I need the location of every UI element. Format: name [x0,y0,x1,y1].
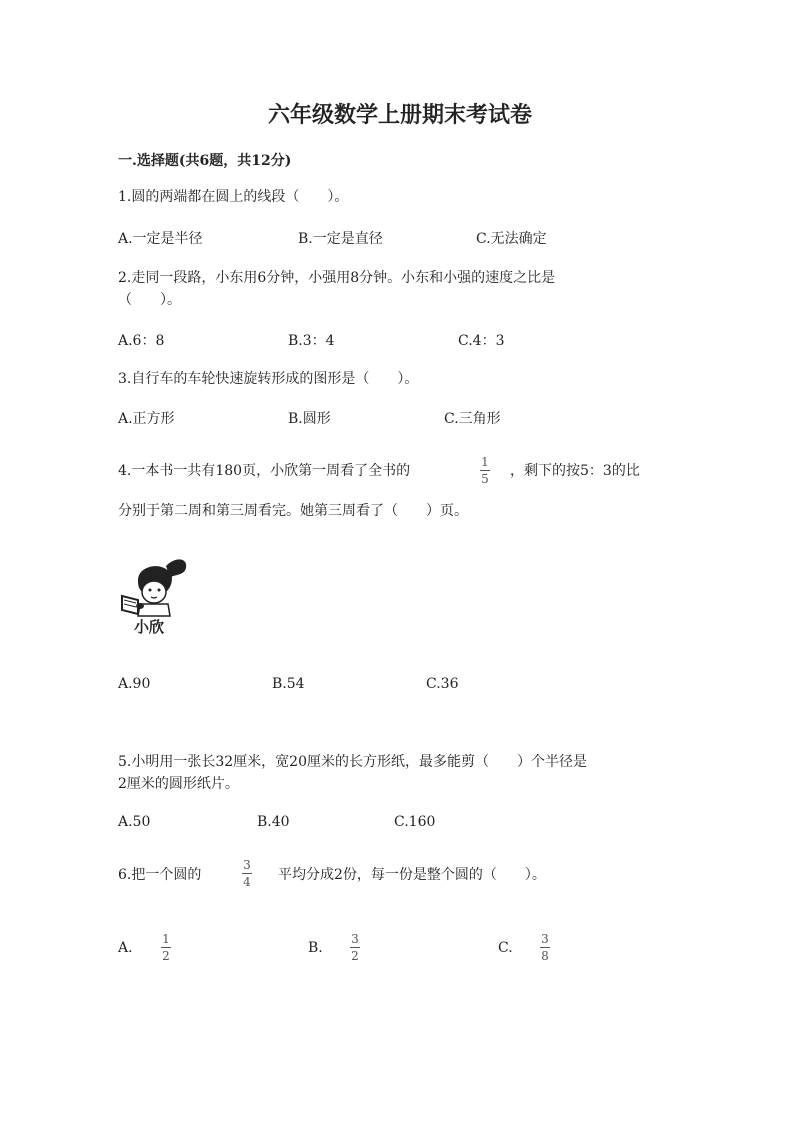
fraction-numerator: 3 [351,932,359,946]
q6-option-b-fraction[interactable] [350,932,360,963]
q1-option-b[interactable]: B.一定是直径 [298,231,383,247]
question-1: 1.圆的两端都在圆上的线段（ ）。 [118,189,349,205]
q5-option-a[interactable]: A.50 [118,814,151,830]
q2-option-b[interactable]: B.3：4 [288,333,335,349]
fraction-bar [161,947,171,948]
fraction-denominator: 2 [162,949,170,963]
question-4-post: ，剩下的按5：3的比 [510,463,640,479]
q1-option-a[interactable]: A.一定是半径 [118,231,203,247]
question-6-post: 平均分成2份，每一份是整个圆的（ ）。 [278,867,546,883]
q6-option-a-fraction[interactable] [161,932,171,963]
q3-option-a[interactable]: A.正方形 [118,411,175,427]
fraction-denominator: 8 [541,949,549,963]
question-5-line-1: 5.小明用一张长32厘米，宽20厘米的长方形纸，最多能剪（ ）个半径是 [118,754,587,770]
q4-option-b[interactable]: B.54 [272,676,305,692]
illustration-label: 小欣 [134,618,165,636]
fraction-bar [540,947,550,948]
fraction-numerator: 3 [541,932,549,946]
q1-option-c[interactable]: C.无法确定 [476,231,547,247]
fraction-denominator: 5 [481,472,489,486]
q6-option-a[interactable]: A. [118,940,133,956]
page-title: 六年级数学上册期末考试卷 [267,102,532,128]
question-4-pre: 4.一本书一共有180页，小欣第一周看了全书的 [118,463,411,479]
question-6-fraction [242,858,252,889]
fraction-numerator: 3 [243,858,251,872]
question-5-line-2: 2厘米的圆形纸片。 [118,776,239,792]
q2-option-a[interactable]: A.6：8 [118,333,165,349]
fraction-bar [480,470,490,471]
girl-reading-illustration [116,552,192,638]
q6-option-b[interactable]: B. [308,940,323,956]
q3-option-b[interactable]: B.圆形 [288,411,331,427]
q2-option-c[interactable]: C.4：3 [458,333,505,349]
q4-option-c[interactable]: C.36 [426,676,459,692]
fraction-numerator: 1 [481,455,489,469]
q5-option-b[interactable]: B.40 [257,814,290,830]
question-4-fraction [480,455,490,486]
q3-option-c[interactable]: C.三角形 [444,411,501,427]
q5-option-c[interactable]: C.160 [394,814,436,830]
q6-option-c[interactable]: C. [498,940,513,956]
fraction-bar [350,947,360,948]
fraction-numerator: 1 [162,932,170,946]
fraction-denominator: 4 [243,875,251,889]
question-4-line-2: 分别于第二周和第三周看完。她第三周看了（ ）页。 [118,503,468,519]
question-2-line-1: 2.走同一段路，小东用6分钟，小强用8分钟。小东和小强的速度之比是 [118,270,556,286]
q4-option-a[interactable]: A.90 [118,676,151,692]
q6-option-c-fraction[interactable] [540,932,550,963]
section-heading: 一.选择题(共6题，共12分) [118,153,292,169]
question-2-line-2: （ ）。 [118,292,181,308]
question-6-pre: 6.把一个圆的 [118,867,202,883]
fraction-bar [242,873,252,874]
question-3: 3.自行车的车轮快速旋转形成的图形是（ ）。 [118,371,419,387]
fraction-denominator: 2 [351,949,359,963]
